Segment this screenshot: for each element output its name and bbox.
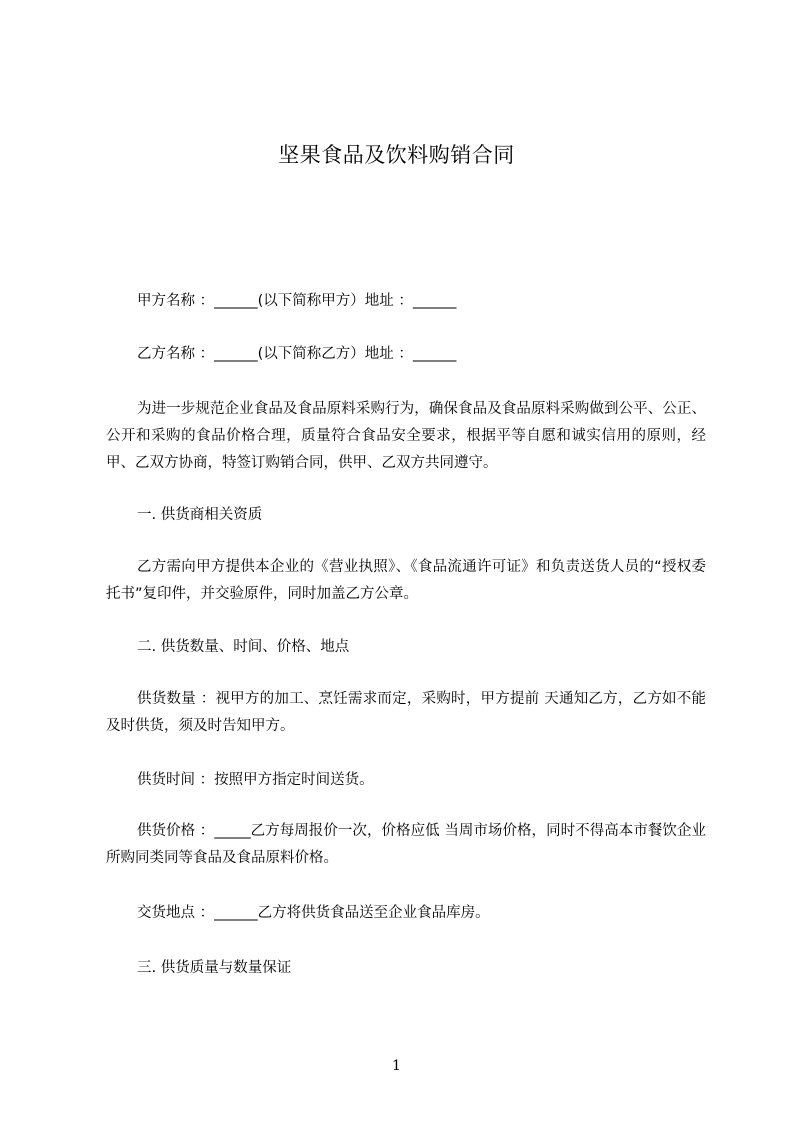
section-1-body: 乙方需向甲方提供本企业的《营业执照》、《食品流通许可证》和负责送货人员的“授权委托书”复印件，并交验原件，同时加盖乙方公章。 <box>106 559 706 602</box>
intro-paragraph: 为进一步规范企业食品及食品原料采购行为，确保食品及食品原料采购做到公平、公正、公开和采购的食品价格合理，质量符合食品安全要求，根据平等自愿和诚实信用的原则，经甲、乙双方协商，特签订购销合同，供甲、乙双方共同遵守。 <box>106 401 706 471</box>
delivery-location-line: 交货地点 ：______乙方将供货食品送至企业食品库房。 <box>137 905 490 921</box>
party-b-line: 乙方名称 ：______(以下简称乙方）地址 ：______ <box>137 346 457 362</box>
supply-time-line: 供货时间 ：按照甲方指定时间送货。 <box>137 772 374 788</box>
supply-quantity-paragraph: 供货数量 ：视甲方的加工、烹饪需求而定，采购时，甲方提前 天通知乙方，乙方如不能及时供货，须及时告知甲方。 <box>106 691 706 734</box>
section-2-heading: 二. 供货数量、时间、价格、地点 <box>137 639 350 655</box>
document-title: 坚果食品及饮料购销合同 <box>278 143 515 167</box>
party-a-line: 甲方名称 ：______(以下简称甲方）地址 ：______ <box>137 293 457 309</box>
section-3-heading: 三. 供货质量与数量保证 <box>137 960 292 976</box>
page-number: 1 <box>392 1058 401 1074</box>
supply-price-paragraph: 供货价格 ：_____乙方每周报价一次，价格应低 当周市场价格，同时不得高本市餐饮企业所购同类同等食品及食品原料价格。 <box>106 823 706 866</box>
section-1-heading: 一. 供货商相关资质 <box>137 507 263 523</box>
